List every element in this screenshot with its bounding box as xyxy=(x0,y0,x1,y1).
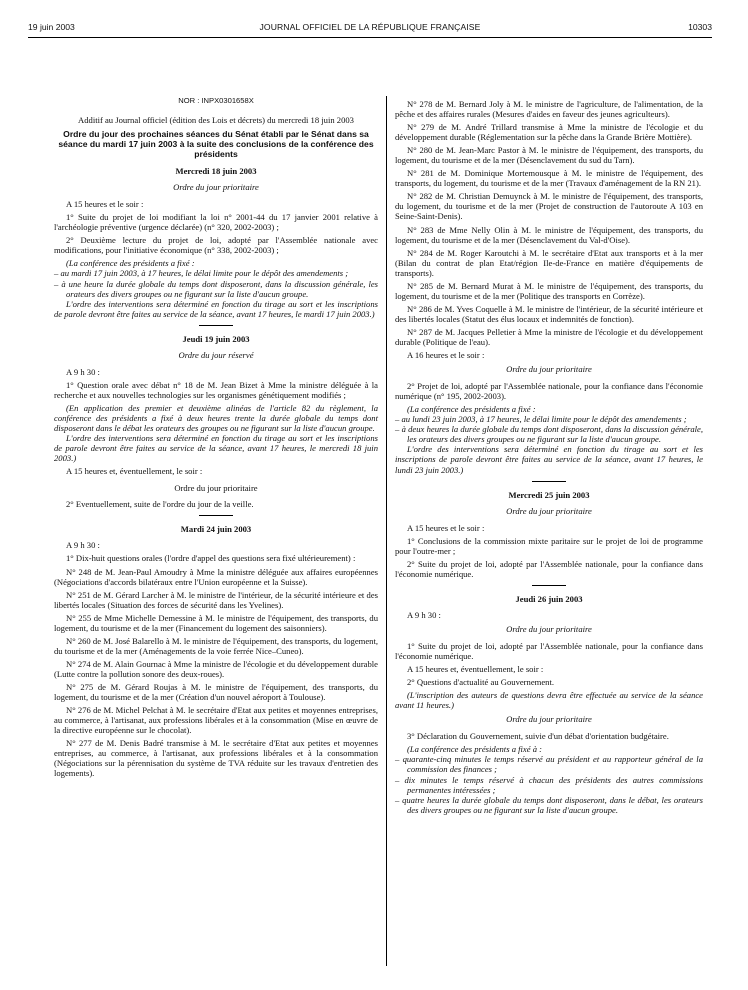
hour-line: A 9 h 30 : xyxy=(407,609,441,620)
left-column xyxy=(54,96,378,781)
divider xyxy=(199,325,233,326)
agenda-item: 1° Question orale avec débat n° 18 de M. Jean Bizet à Mme la ministre déléguée à la recherche et aux nouvelles technologies sur les organismes génétiquement modifiés ; xyxy=(54,379,378,400)
agenda-item: 1° Conclusions de la commission mixte paritaire sur le projet de loi de programme pour l'outre-mer ; xyxy=(395,535,703,556)
agenda-item: 2° Projet de loi, adopté par l'Assemblée nationale, pour la confiance dans l'économie numérique (n° 195, 2002-2003). xyxy=(395,381,703,402)
question-item: N° 248 de M. Jean-Paul Amoudry à Mme la ministre déléguée aux affaires européennes (Négociations d'accords bilatéraux entre l'Union européenne et la Suisse). xyxy=(54,566,378,587)
agenda-item: 2° Deuxième lecture du projet de loi, adopté par l'Assemblée nationale avec modifications, pour l'initiative économique (n° 338, 2002-2003) ; xyxy=(54,235,378,256)
conference-note: (La conférence des présidents a fixé à : xyxy=(407,744,542,755)
section-title: Jeudi 19 juin 2003 xyxy=(182,333,250,344)
column-separator xyxy=(386,96,387,966)
inscription-note: (L'inscription des auteurs de questions devra être effectuée au service de la séance avant 11 heures.) xyxy=(395,690,703,711)
question-item: N° 281 de M. Dominique Mortemousque à M. le ministre de l'équipement, des transports, du logement, du tourisme et de la mer (Travaux d'aménagement de la RN 21). xyxy=(395,168,703,189)
question-item: N° 282 de M. Christian Demuynck à M. le ministre de l'équipement, des transports, du logement, du tourisme et de la mer (Projet de construction de l'autoroute A 103 en Seine-Saint-Denis). xyxy=(395,191,703,222)
agenda-item: 2° Eventuellement, suite de l'ordre du jour de la veille. xyxy=(66,499,254,510)
section-subtitle: Ordre du jour prioritaire xyxy=(506,505,592,516)
page-header xyxy=(28,22,712,36)
right-column xyxy=(395,99,703,815)
order-note: L'ordre des interventions sera déterminé en fonction du tirage au sort et les inscriptions de parole devront être faites au service de la séance, avant 17 heures, le lundi 23 juin 2003.) xyxy=(395,444,703,475)
question-item: N° 287 de M. Jacques Pelletier à Mme la ministre de l'écologie et du développement durable (Politique de l'eau). xyxy=(395,326,703,347)
question-item: N° 274 de M. Alain Gournac à Mme la ministre de l'écologie et du développement durable (Lutte contre la pollution sonore des deux-roues). xyxy=(54,658,378,679)
hour-line: A 15 heures et, éventuellement, le soir : xyxy=(66,466,203,477)
agenda-item: 3° Déclaration du Gouvernement, suivie d'un débat d'orientation budgétaire. xyxy=(407,731,669,742)
order-note: L'ordre des interventions sera déterminé en fonction du tirage au sort et les inscriptions de parole devront être faites au service de la séance, avant 17 heures, le mercredi 18 juin 2003.) xyxy=(54,433,378,464)
header-rule xyxy=(28,37,712,38)
divider xyxy=(532,481,566,482)
question-item: N° 286 de M. Yves Coquelle à M. le ministre de l'intérieur, de la sécurité intérieure et des libertés locales (Statut des élus locaux et indemnités de fonction). xyxy=(395,303,703,324)
section-subtitle: Ordre du jour prioritaire xyxy=(506,714,592,725)
agenda-item: 2° Questions d'actualité au Gouvernement. xyxy=(407,677,554,688)
hour-line: A 9 h 30 : xyxy=(66,540,100,551)
section-subtitle: Ordre du jour prioritaire xyxy=(173,182,259,193)
section-title: Jeudi 26 juin 2003 xyxy=(515,593,583,604)
hour-line: A 15 heures et le soir : xyxy=(407,522,485,533)
agenda-item: 1° Dix-huit questions orales (l'ordre d'appel des questions sera fixé ultérieurement) : xyxy=(66,553,356,564)
hour-line: A 16 heures et le soir : xyxy=(407,350,485,361)
header-date: 19 juin 2003 xyxy=(28,22,75,32)
section-title: Mercredi 18 juin 2003 xyxy=(175,166,257,177)
hour-line: A 9 h 30 : xyxy=(66,366,100,377)
question-item: N° 276 de M. Michel Pelchat à M. le secrétaire d'Etat aux petites et moyennes entreprises, au commerce, à l'artisanat, aux professions libérales et à la consommation (Mise en œuvre de la directive européenne sur le chocolat). xyxy=(54,705,378,736)
dash-item: – à deux heures la durée globale du temps dont disposeront, dans la discussion générale, les orateurs des divers groupes ou ne figurant sur la liste d'aucun groupe. xyxy=(395,424,703,445)
question-item: N° 285 de M. Bernard Murat à M. le ministre de l'équipement, des transports, du logement, du tourisme et de la mer (Politique des transports en Corrèze). xyxy=(395,280,703,301)
section-subtitle: Ordre du jour prioritaire xyxy=(174,483,258,494)
question-item: N° 278 de M. Bernard Joly à M. le ministre de l'agriculture, de l'alimentation, de la pêche et des affaires rurales (Mesures d'aides en faveur des jeunes agriculteurs). xyxy=(395,99,703,120)
conference-note: (En application des premier et deuxième alinéas de l'article 82 du règlement, la conférence des présidents a fixé à deux heures trente la durée globale du temps dont disposeront dans le débat les orateurs des groupes ou ne figurant sur la liste d'aucun groupe. xyxy=(54,402,378,434)
section-subtitle: Ordre du jour prioritaire xyxy=(506,623,592,634)
divider xyxy=(199,515,233,516)
dash-item: – au lundi 23 juin 2003, à 17 heures, le délai limite pour le dépôt des amendements ; xyxy=(395,414,687,425)
agenda-item: 1° Suite du projet de loi, adopté par l'Assemblée nationale, pour la confiance dans l'économie numérique. xyxy=(395,641,703,662)
hour-line: A 15 heures et le soir : xyxy=(66,199,144,210)
journal-title: JOURNAL OFFICIEL DE LA RÉPUBLIQUE FRANÇAISE xyxy=(259,22,481,32)
section-subtitle: Ordre du jour prioritaire xyxy=(506,364,592,375)
document-title: Ordre du jour des prochaines séances du Sénat établi par le Sénat dans sa séance du mardi 17 juin 2003 à la suite des conclusions de la conférence des présidents xyxy=(58,129,374,160)
question-item: N° 284 de M. Roger Karoutchi à M. le secrétaire d'Etat aux transports et à la mer (Bilan du contrat de plan Etat/région Ile-de-France en matière d'équipements de transports). xyxy=(395,247,703,278)
conference-note: (La conférence des présidents a fixé : xyxy=(66,258,195,269)
dash-item: – à une heure la durée globale du temps dont disposeront, dans la discussion générale, les orateurs des divers groupes ou ne figurant sur la liste d'aucun groupe. xyxy=(54,278,378,299)
dash-item: – quarante-cinq minutes le temps réservé au président et au rapporteur général de la commission des finances ; xyxy=(395,754,703,775)
question-item: N° 275 de M. Gérard Roujas à M. le ministre de l'équipement, des transports, du logement, du tourisme et de la mer (Création d'un nouvel aéroport à Toulouse). xyxy=(54,681,378,703)
section-subtitle: Ordre du jour réservé xyxy=(178,349,254,360)
question-item: N° 277 de M. Denis Badré transmise à M. le secrétaire d'Etat aux petites et moyennes entreprises, au commerce, à l'artisanat, aux professions libérales et à la consommation (Négociations sur la pérennisation du système de TVA réduite sur les travaux d'entretien des logements). xyxy=(54,738,378,779)
addendum: Additif au Journal officiel (édition des Lois et décrets) du mercredi 18 juin 2003 xyxy=(78,115,354,126)
question-item: N° 279 de M. André Trillard transmise à Mme la ministre de l'écologie et du développement durable (Réglementation sur la pêche dans la Grande Brière Mottière). xyxy=(395,122,703,143)
conference-note: (La conférence des présidents a fixé : xyxy=(407,404,536,415)
order-note: L'ordre des interventions sera déterminé en fonction du tirage au sort et les inscriptions de parole devront être faites au service de la séance, avant 17 heures, le mardi 17 juin 2003.) xyxy=(54,298,378,319)
agenda-item: 2° Suite du projet de loi, adopté par l'Assemblée nationale, pour la confiance dans l'économie numérique. xyxy=(395,558,703,579)
page-number: 10303 xyxy=(688,22,712,32)
question-item: N° 255 de Mme Michelle Demessine à M. le ministre de l'équipement, des transports, du logement, du tourisme et de la mer (Financement du logement des saisonniers). xyxy=(54,612,378,633)
dash-item: – quatre heures la durée globale du temps dont disposeront, dans le débat, les orateurs des divers groupes ou ne figurant sur la liste d'aucun groupe. xyxy=(395,794,703,815)
nor-reference: NOR : INPX0301658X xyxy=(178,96,254,105)
agenda-item: 1° Suite du projet de loi modifiant la loi n° 2001-44 du 17 janvier 2001 relative à l'archéologie préventive (urgence déclarée) (n° 320, 2002-2003) ; xyxy=(54,212,378,233)
hour-line: A 15 heures et, éventuellement, le soir : xyxy=(407,664,544,675)
dash-item: – au mardi 17 juin 2003, à 17 heures, le délai limite pour le dépôt des amendements ; xyxy=(54,268,349,279)
section-title: Mardi 24 juin 2003 xyxy=(180,524,252,535)
question-item: N° 260 de M. José Balarello à M. le ministre de l'équipement, des transports, du logement, du tourisme et de la mer (Aménagements de la voie ferrée Nice–Cuneo). xyxy=(54,635,378,656)
divider xyxy=(532,585,566,586)
question-item: N° 280 de M. Jean-Marc Pastor à M. le ministre de l'équipement, des transports, du logement, du tourisme et de la mer (Désenclavement du sud du Tarn). xyxy=(395,145,703,166)
section-title: Mercredi 25 juin 2003 xyxy=(508,489,590,500)
dash-item: – dix minutes le temps réservé à chacun des présidents des autres commissions permanentes intéressées ; xyxy=(395,774,703,795)
question-item: N° 283 de Mme Nelly Olin à M. le ministre de l'équipement, des transports, du logement, du tourisme et de la mer (Désenclavement du Val-d'Oise). xyxy=(395,224,703,245)
question-item: N° 251 de M. Gérard Larcher à M. le ministre de l'intérieur, de la sécurité intérieure et des libertés locales (Situation des forces de sécurité dans les Yvelines). xyxy=(54,589,378,610)
